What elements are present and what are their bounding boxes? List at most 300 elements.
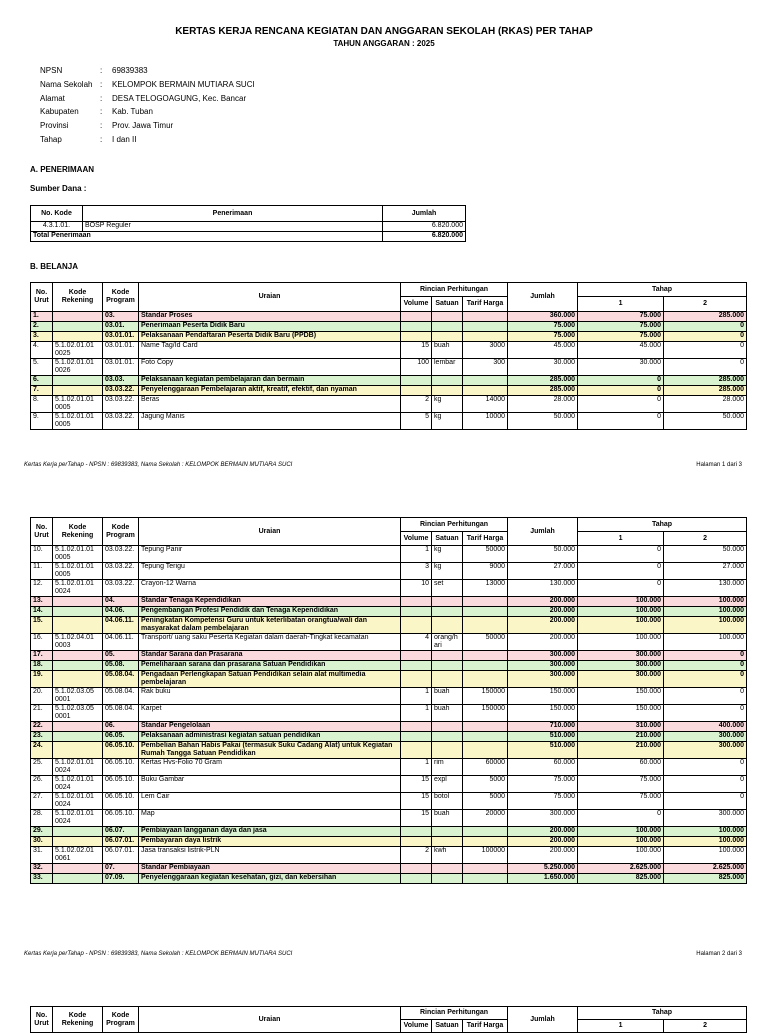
cell-tahap-1: 0 bbox=[578, 386, 664, 396]
cell-tahap-1: 0 bbox=[578, 413, 664, 430]
info-row-npsn: NPSN : 69839383 bbox=[40, 64, 255, 78]
info-label: Tahap bbox=[40, 134, 62, 144]
cell-no: 27. bbox=[31, 793, 53, 810]
cell-tahap-1: 75.000 bbox=[578, 793, 664, 810]
cell-tarif: 300 bbox=[463, 359, 508, 376]
cell-no: 7. bbox=[31, 386, 53, 396]
total-row bbox=[31, 232, 466, 242]
cell-kode-program: 06.05.10. bbox=[103, 742, 139, 759]
cell-uraian: Pembayaran daya listrik bbox=[139, 837, 401, 847]
cell-tarif bbox=[463, 607, 508, 617]
footer-info: Kertas Kerja perTahap - NPSN : 69839383, Nama Sekolah : KELOMPOK BERMAIN MUTIARA SUCI bbox=[24, 462, 293, 468]
cell-jumlah: 1.650.000 bbox=[508, 874, 578, 884]
cell-jumlah: 200.000 bbox=[508, 634, 578, 651]
header-tahap-2: 2 bbox=[664, 532, 747, 546]
cell-tarif bbox=[463, 742, 508, 759]
cell-uraian: Standar Sarana dan Prasarana bbox=[139, 651, 401, 661]
cell-jumlah: 300.000 bbox=[508, 810, 578, 827]
cell-jumlah: 200.000 bbox=[508, 617, 578, 634]
cell-tahap-2: 100.000 bbox=[664, 634, 747, 651]
cell-jumlah: 130.000 bbox=[508, 580, 578, 597]
header-tahap: Tahap bbox=[578, 283, 747, 297]
cell-satuan bbox=[432, 322, 463, 332]
cell-tahap-2: 0 bbox=[664, 322, 747, 332]
header-penerimaan: Penerimaan bbox=[83, 206, 383, 222]
cell-tahap-2: 300.000 bbox=[664, 732, 747, 742]
table-row bbox=[31, 563, 747, 580]
cell-uraian: Transport/ uang saku Peserta Kegiatan dalam daerah-Tingkat kecamatan bbox=[139, 634, 401, 651]
cell-tahap-2: 0 bbox=[664, 661, 747, 671]
cell-satuan: rim bbox=[432, 759, 463, 776]
cell-satuan bbox=[432, 376, 463, 386]
cell-tahap-2: 50.000 bbox=[664, 413, 747, 430]
cell-no: 3. bbox=[31, 332, 53, 342]
cell-volume bbox=[401, 617, 432, 634]
header-rincian: Rincian Perhitungan bbox=[401, 283, 508, 297]
cell-tarif: 14000 bbox=[463, 396, 508, 413]
cell-tahap-2: 300.000 bbox=[664, 742, 747, 759]
cell-volume bbox=[401, 837, 432, 847]
cell-kode-rekening bbox=[53, 864, 103, 874]
cell-volume bbox=[401, 322, 432, 332]
table-row bbox=[31, 359, 747, 376]
cell-tarif bbox=[463, 837, 508, 847]
cell-no: 32. bbox=[31, 864, 53, 874]
cell-tahap-2: 2.625.000 bbox=[664, 864, 747, 874]
table-row bbox=[31, 874, 747, 884]
header-kode-rekening: Kode Rekening bbox=[53, 283, 103, 312]
cell-volume bbox=[401, 732, 432, 742]
cell-jumlah: 285.000 bbox=[508, 376, 578, 386]
cell-tahap-1: 310.000 bbox=[578, 722, 664, 732]
cell-tahap-1: 75.000 bbox=[578, 776, 664, 793]
cell-jumlah: 200.000 bbox=[508, 837, 578, 847]
cell-uraian: Pelaksanaan administrasi kegiatan satuan pendidikan bbox=[139, 732, 401, 742]
cell-kode-rekening bbox=[53, 661, 103, 671]
cell-kode-rekening: 5.1.02.01.01 0005 bbox=[53, 563, 103, 580]
cell-volume bbox=[401, 827, 432, 837]
cell-tahap-2: 285.000 bbox=[664, 312, 747, 322]
page-1 bbox=[0, 0, 768, 472]
cell-tahap-1: 75.000 bbox=[578, 312, 664, 322]
cell-kode-rekening bbox=[53, 827, 103, 837]
cell-tarif: 150000 bbox=[463, 705, 508, 722]
cell-tarif bbox=[463, 874, 508, 884]
cell-uraian: Kertas Hvs-Folio 70 Gram bbox=[139, 759, 401, 776]
cell-no: 17. bbox=[31, 651, 53, 661]
cell-tarif: 3000 bbox=[463, 342, 508, 359]
table-row bbox=[31, 376, 747, 386]
table-row bbox=[31, 722, 747, 732]
cell-no: 14. bbox=[31, 607, 53, 617]
info-value: I dan II bbox=[112, 134, 137, 144]
cell-jumlah: 200.000 bbox=[508, 847, 578, 864]
cell-uraian: Penyelenggaraan kegiatan kesehatan, gizi, dan kebersihan bbox=[139, 874, 401, 884]
cell-kode-rekening: 5.1.02.01.01 0026 bbox=[53, 359, 103, 376]
header-kode-program: Kode Program bbox=[103, 518, 139, 546]
header-jumlah: Jumlah bbox=[508, 1007, 578, 1033]
info-value: Kab. Tuban bbox=[112, 107, 153, 117]
cell-kode-rekening: 5.1.02.01.01 0024 bbox=[53, 810, 103, 827]
cell-uraian: Lem Cair bbox=[139, 793, 401, 810]
cell-kode-rekening: 5.1.02.04.01 0003 bbox=[53, 634, 103, 651]
total-value: 6.820.000 bbox=[383, 232, 466, 242]
cell-tahap-2: 285.000 bbox=[664, 386, 747, 396]
cell-uraian: Tepung Terigu bbox=[139, 563, 401, 580]
cell-kode-rekening bbox=[53, 722, 103, 732]
cell-tarif bbox=[463, 332, 508, 342]
cell-satuan bbox=[432, 722, 463, 732]
info-label: Nama Sekolah bbox=[40, 79, 93, 89]
cell-volume: 2 bbox=[401, 396, 432, 413]
belanja-table-page-2 bbox=[30, 517, 747, 884]
cell-tahap-2: 0 bbox=[664, 793, 747, 810]
cell-tahap-1: 2.625.000 bbox=[578, 864, 664, 874]
cell-tahap-2: 0 bbox=[664, 651, 747, 661]
cell-kode-program: 06.07.01. bbox=[103, 847, 139, 864]
cell-kode-rekening: 5.1.02.01.01 0005 bbox=[53, 413, 103, 430]
table-row bbox=[31, 413, 747, 430]
cell-kode-program: 03.03.22. bbox=[103, 396, 139, 413]
cell-tahap-1: 100.000 bbox=[578, 597, 664, 607]
table-row bbox=[31, 651, 747, 661]
cell-tahap-1: 45.000 bbox=[578, 342, 664, 359]
cell-kode-program: 03.03. bbox=[103, 376, 139, 386]
cell-uraian: Tepung Panir bbox=[139, 546, 401, 563]
cell-volume bbox=[401, 661, 432, 671]
cell-tarif bbox=[463, 376, 508, 386]
cell-no: 18. bbox=[31, 661, 53, 671]
table-row bbox=[31, 776, 747, 793]
cell-tahap-2: 100.000 bbox=[664, 597, 747, 607]
header-kode-program: Kode Program bbox=[103, 283, 139, 312]
cell-no: 25. bbox=[31, 759, 53, 776]
cell-uraian: Standar Proses bbox=[139, 312, 401, 322]
header-tahap-1: 1 bbox=[578, 532, 664, 546]
cell-no: 28. bbox=[31, 810, 53, 827]
cell-kode-program: 03.03.22. bbox=[103, 580, 139, 597]
cell-kode-program: 06.05.10. bbox=[103, 776, 139, 793]
cell-jumlah: 28.000 bbox=[508, 396, 578, 413]
cell-no: 2. bbox=[31, 322, 53, 332]
cell-jumlah: 710.000 bbox=[508, 722, 578, 732]
cell-volume: 1 bbox=[401, 688, 432, 705]
table-row bbox=[31, 705, 747, 722]
cell-satuan bbox=[432, 617, 463, 634]
cell-satuan bbox=[432, 312, 463, 322]
cell-tahap-2: 0 bbox=[664, 332, 747, 342]
cell-tahap-1: 210.000 bbox=[578, 732, 664, 742]
section-b-heading: B. BELANJA bbox=[30, 262, 79, 271]
cell-kode-program: 04.06. bbox=[103, 607, 139, 617]
cell-tahap-1: 300.000 bbox=[578, 661, 664, 671]
cell-kode-rekening bbox=[53, 386, 103, 396]
cell-tahap-1: 60.000 bbox=[578, 759, 664, 776]
table-row bbox=[31, 827, 747, 837]
table-row bbox=[31, 580, 747, 597]
cell-tahap-1: 100.000 bbox=[578, 827, 664, 837]
cell-kode-rekening bbox=[53, 732, 103, 742]
cell-volume: 5 bbox=[401, 413, 432, 430]
cell-volume: 10 bbox=[401, 580, 432, 597]
header-tahap-1: 1 bbox=[578, 297, 664, 312]
header-tarif: Tarif Harga bbox=[463, 297, 508, 312]
cell-satuan bbox=[432, 597, 463, 607]
table-row bbox=[31, 617, 747, 634]
table-row bbox=[31, 607, 747, 617]
cell-jumlah: 50.000 bbox=[508, 546, 578, 563]
section-a-heading: A. PENERIMAAN bbox=[30, 165, 95, 174]
cell-jumlah: 200.000 bbox=[508, 597, 578, 607]
cell-kode-program: 03.03.22. bbox=[103, 546, 139, 563]
cell-no: 1. bbox=[31, 312, 53, 322]
cell-kode-rekening bbox=[53, 332, 103, 342]
cell-uraian: Jasa transaksi listrik-PLN bbox=[139, 847, 401, 864]
cell-jumlah: 200.000 bbox=[508, 607, 578, 617]
cell-volume bbox=[401, 671, 432, 688]
header-uraian: Uraian bbox=[139, 283, 401, 312]
footer-info: Kertas Kerja perTahap - NPSN : 69839383, Nama Sekolah : KELOMPOK BERMAIN MUTIARA SUCI bbox=[24, 951, 293, 957]
header-uraian: Uraian bbox=[139, 1007, 401, 1033]
cell-no: 19. bbox=[31, 671, 53, 688]
cell-satuan bbox=[432, 837, 463, 847]
cell-kode-rekening bbox=[53, 651, 103, 661]
cell-satuan: kwh bbox=[432, 847, 463, 864]
cell-uraian: Pelaksanaan kegiatan pembelajaran dan bermain bbox=[139, 376, 401, 386]
cell-tahap-1: 0 bbox=[578, 810, 664, 827]
cell-kode-rekening: 5.1.02.01.01 0024 bbox=[53, 776, 103, 793]
table-row bbox=[31, 742, 747, 759]
cell-kode-program: 05.08.04. bbox=[103, 671, 139, 688]
cell-jumlah: 5.250.000 bbox=[508, 864, 578, 874]
cell-kode-rekening: 5.1.02.02.01 0061 bbox=[53, 847, 103, 864]
cell-kode-program: 07.09. bbox=[103, 874, 139, 884]
cell-kode-program: 04.06.11. bbox=[103, 617, 139, 634]
cell-no: 8. bbox=[31, 396, 53, 413]
cell-uraian: Standar Tenaga Kependidikan bbox=[139, 597, 401, 607]
info-row-kabupaten: Kabupaten : Kab. Tuban bbox=[40, 105, 255, 119]
cell-jumlah: 30.000 bbox=[508, 359, 578, 376]
cell-kode-program: 05.08.04. bbox=[103, 705, 139, 722]
info-row-alamat: Alamat : DESA TELOGOAGUNG, Kec. Bancar bbox=[40, 92, 255, 106]
cell-satuan: kg bbox=[432, 546, 463, 563]
cell-volume bbox=[401, 651, 432, 661]
cell-tarif: 9000 bbox=[463, 563, 508, 580]
cell-tahap-1: 100.000 bbox=[578, 837, 664, 847]
cell-satuan: buah bbox=[432, 342, 463, 359]
cell-tahap-2: 825.000 bbox=[664, 874, 747, 884]
cell-satuan bbox=[432, 864, 463, 874]
cell-no: 20. bbox=[31, 688, 53, 705]
cell-kode-program: 07. bbox=[103, 864, 139, 874]
cell-volume: 15 bbox=[401, 776, 432, 793]
cell-uraian: Standar Pengelolaan bbox=[139, 722, 401, 732]
cell-jumlah: 285.000 bbox=[508, 386, 578, 396]
table-row bbox=[31, 864, 747, 874]
cell-tahap-2: 100.000 bbox=[664, 847, 747, 864]
cell-jumlah: 300.000 bbox=[508, 651, 578, 661]
cell-penerimaan: BOSP Reguler bbox=[83, 222, 383, 232]
cell-tahap-1: 150.000 bbox=[578, 705, 664, 722]
cell-no: 13. bbox=[31, 597, 53, 607]
cell-kode-rekening bbox=[53, 607, 103, 617]
header-uraian: Uraian bbox=[139, 518, 401, 546]
cell-kode-program: 06.05. bbox=[103, 732, 139, 742]
cell-jumlah: 200.000 bbox=[508, 827, 578, 837]
cell-jumlah: 360.000 bbox=[508, 312, 578, 322]
table-row bbox=[31, 810, 747, 827]
cell-uraian: Map bbox=[139, 810, 401, 827]
cell-jumlah: 150.000 bbox=[508, 688, 578, 705]
cell-tahap-2: 100.000 bbox=[664, 827, 747, 837]
cell-no: 21. bbox=[31, 705, 53, 722]
cell-tahap-1: 0 bbox=[578, 396, 664, 413]
cell-kode-program: 03.01.01. bbox=[103, 332, 139, 342]
cell-jumlah: 75.000 bbox=[508, 793, 578, 810]
header-satuan: Satuan bbox=[432, 297, 463, 312]
cell-tarif: 150000 bbox=[463, 688, 508, 705]
cell-tahap-1: 30.000 bbox=[578, 359, 664, 376]
cell-kode-program: 04. bbox=[103, 597, 139, 607]
cell-tahap-2: 0 bbox=[664, 705, 747, 722]
cell-no: 15. bbox=[31, 617, 53, 634]
cell-jumlah: 510.000 bbox=[508, 742, 578, 759]
table-row bbox=[31, 847, 747, 864]
cell-volume bbox=[401, 742, 432, 759]
cell-kode-program: 05.08.04. bbox=[103, 688, 139, 705]
cell-tahap-2: 100.000 bbox=[664, 837, 747, 847]
table-row bbox=[31, 386, 747, 396]
cell-no: 4. bbox=[31, 342, 53, 359]
cell-no: 11. bbox=[31, 563, 53, 580]
cell-satuan: lembar bbox=[432, 359, 463, 376]
cell-uraian: Rak buku bbox=[139, 688, 401, 705]
header-kode-program: Kode Program bbox=[103, 1007, 139, 1033]
cell-tahap-2: 300.000 bbox=[664, 810, 747, 827]
header-tarif: Tarif Harga bbox=[463, 1020, 508, 1033]
cell-volume: 1 bbox=[401, 759, 432, 776]
cell-kode-program: 03.03.22. bbox=[103, 386, 139, 396]
cell-kode-program: 03.01.01. bbox=[103, 359, 139, 376]
page-3-partial bbox=[0, 1002, 768, 1032]
cell-kode-program: 06.05.10. bbox=[103, 793, 139, 810]
cell-tahap-1: 100.000 bbox=[578, 847, 664, 864]
cell-tahap-1: 150.000 bbox=[578, 688, 664, 705]
cell-kode-rekening bbox=[53, 312, 103, 322]
table-row bbox=[31, 732, 747, 742]
cell-satuan bbox=[432, 874, 463, 884]
cell-no: 30. bbox=[31, 837, 53, 847]
cell-jumlah: 75.000 bbox=[508, 322, 578, 332]
page-2 bbox=[0, 512, 768, 962]
cell-tahap-1: 0 bbox=[578, 546, 664, 563]
info-value: 69839383 bbox=[112, 66, 148, 75]
cell-volume: 15 bbox=[401, 810, 432, 827]
table-row bbox=[31, 759, 747, 776]
cell-satuan bbox=[432, 742, 463, 759]
cell-kode-rekening: 5.1.02.01.01 0024 bbox=[53, 793, 103, 810]
cell-tarif: 5000 bbox=[463, 776, 508, 793]
cell-uraian: Jagung Manis bbox=[139, 413, 401, 430]
cell-satuan: set bbox=[432, 580, 463, 597]
cell-tarif: 20000 bbox=[463, 810, 508, 827]
cell-satuan bbox=[432, 332, 463, 342]
cell-kode-program: 05. bbox=[103, 651, 139, 661]
cell-tahap-2: 27.000 bbox=[664, 563, 747, 580]
cell-no: 26. bbox=[31, 776, 53, 793]
info-value: Prov. Jawa Timur bbox=[112, 121, 174, 131]
info-label: Kabupaten bbox=[40, 107, 79, 117]
cell-satuan: kg bbox=[432, 563, 463, 580]
cell-satuan: botol bbox=[432, 793, 463, 810]
cell-volume bbox=[401, 312, 432, 322]
cell-tahap-1: 825.000 bbox=[578, 874, 664, 884]
cell-volume: 2 bbox=[401, 847, 432, 864]
cell-tarif bbox=[463, 386, 508, 396]
cell-kode-program: 03.01.01. bbox=[103, 342, 139, 359]
cell-kode-rekening bbox=[53, 837, 103, 847]
cell-tahap-1: 210.000 bbox=[578, 742, 664, 759]
cell-no: 31. bbox=[31, 847, 53, 864]
cell-kode-program: 06.07. bbox=[103, 827, 139, 837]
cell-tahap-2: 0 bbox=[664, 776, 747, 793]
table-row bbox=[31, 222, 466, 232]
cell-tarif: 100000 bbox=[463, 847, 508, 864]
cell-tahap-2: 285.000 bbox=[664, 376, 747, 386]
cell-no: 22. bbox=[31, 722, 53, 732]
header-volume: Volume bbox=[401, 532, 432, 546]
cell-tarif bbox=[463, 864, 508, 874]
cell-satuan bbox=[432, 607, 463, 617]
penerimaan-table bbox=[30, 205, 466, 242]
cell-tahap-2: 28.000 bbox=[664, 396, 747, 413]
cell-uraian: Pembiayaan langganan daya dan jasa bbox=[139, 827, 401, 837]
cell-volume: 100 bbox=[401, 359, 432, 376]
cell-tahap-1: 0 bbox=[578, 376, 664, 386]
header-jumlah: Jumlah bbox=[508, 518, 578, 546]
header-volume: Volume bbox=[401, 1020, 432, 1033]
document-subtitle: TAHUN ANGGARAN : 2025 bbox=[333, 39, 435, 48]
cell-tahap-2: 130.000 bbox=[664, 580, 747, 597]
header-tahap-1: 1 bbox=[578, 1020, 664, 1033]
header-no-urut: No. Urut bbox=[31, 283, 53, 312]
cell-kode-rekening bbox=[53, 376, 103, 386]
cell-uraian: Peningkatan Kompetensi Guru untuk keterlibatan orangtua/wali dan masyarakat dalam pembelajaran bbox=[139, 617, 401, 634]
cell-kode-rekening: 5.1.02.01.01 0005 bbox=[53, 396, 103, 413]
cell-volume: 15 bbox=[401, 793, 432, 810]
cell-tarif bbox=[463, 312, 508, 322]
cell-tarif bbox=[463, 671, 508, 688]
header-tahap: Tahap bbox=[578, 1007, 747, 1020]
cell-tahap-2: 50.000 bbox=[664, 546, 747, 563]
cell-tahap-2: 0 bbox=[664, 688, 747, 705]
info-label: Provinsi bbox=[40, 121, 69, 131]
cell-kode-rekening bbox=[53, 742, 103, 759]
info-value: DESA TELOGOAGUNG, Kec. Bancar bbox=[112, 93, 247, 103]
cell-satuan bbox=[432, 671, 463, 688]
header-tahap-2: 2 bbox=[664, 1020, 747, 1033]
cell-kode-program: 03.03.22. bbox=[103, 563, 139, 580]
cell-satuan: buah bbox=[432, 688, 463, 705]
table-row bbox=[31, 322, 747, 332]
cell-tahap-2: 400.000 bbox=[664, 722, 747, 732]
cell-uraian: Pelaksanaan Pendaftaran Peserta Didik Baru (PPDB) bbox=[139, 332, 401, 342]
cell-kode-rekening: 5.1.02.01.01 0024 bbox=[53, 759, 103, 776]
cell-uraian: Name Tag/Id Card bbox=[139, 342, 401, 359]
cell-jumlah: 300.000 bbox=[508, 671, 578, 688]
cell-tahap-1: 0 bbox=[578, 563, 664, 580]
cell-volume bbox=[401, 722, 432, 732]
